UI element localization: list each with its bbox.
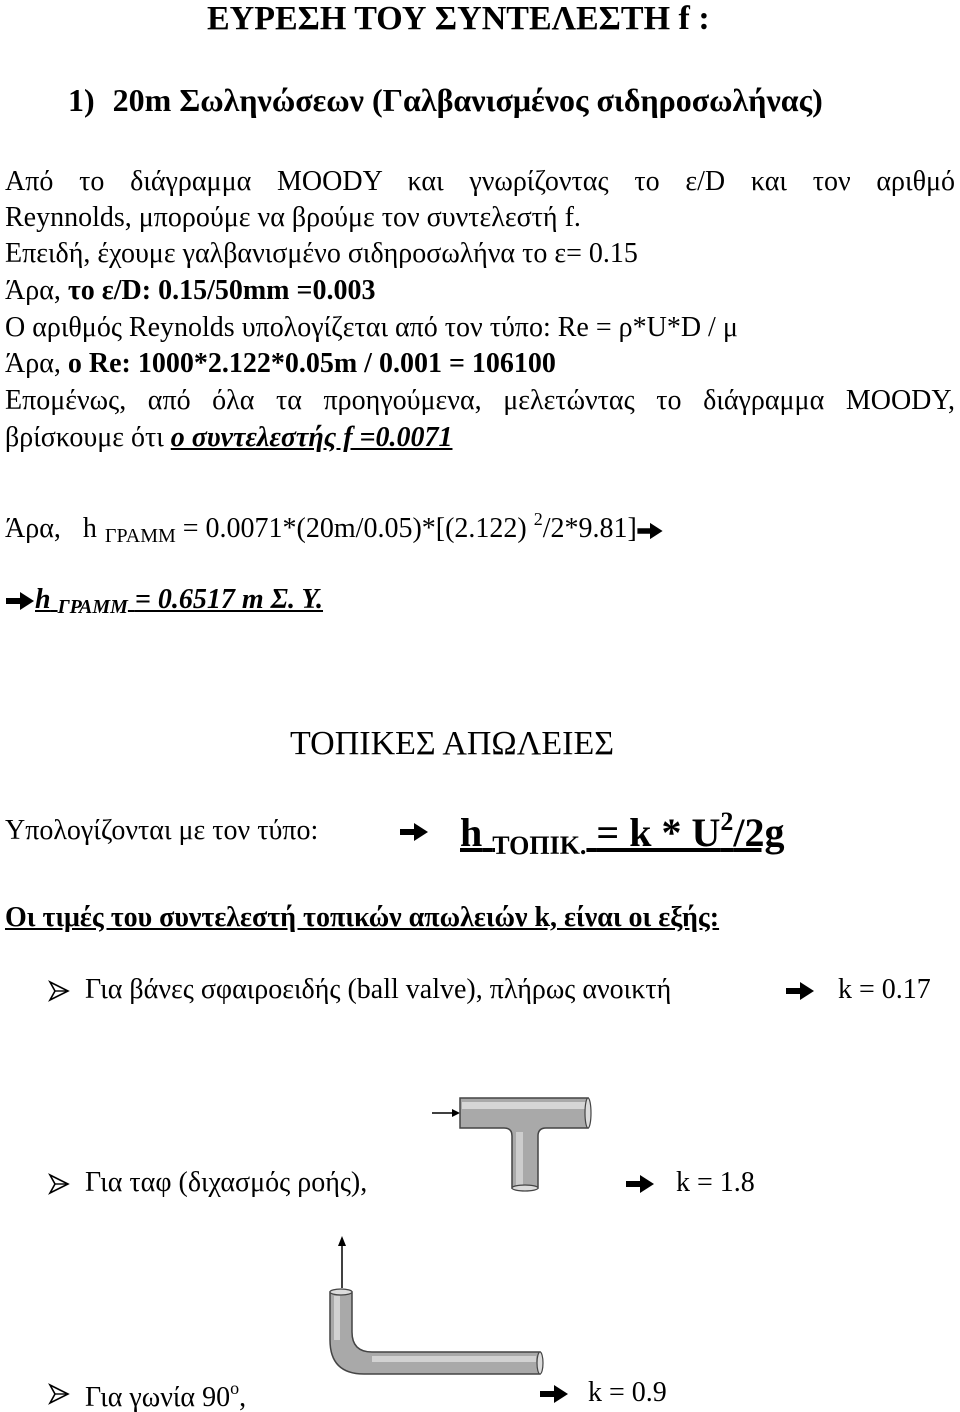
- coefficients-heading: Οι τιμές του συντελεστή τοπικών απωλειών k, είναι οι εξής:: [5, 902, 720, 933]
- list-item-k-value: k = 0.17: [838, 974, 931, 1005]
- head-loss-equation: [5, 510, 663, 546]
- head-loss-value: = 0.6517 m Σ. Υ.: [134, 584, 324, 615]
- head-loss-subscript: ΓΡΑΜΜ: [57, 596, 128, 618]
- page-title: ΕΥΡΕΣΗ ΤΟΥ ΣΥΝΤΕΛΕΣΤΗ f :: [207, 0, 710, 37]
- arrow-right-icon: [637, 522, 663, 540]
- line-lead: Άρα,: [5, 513, 61, 544]
- formula-end: /2g: [733, 810, 785, 855]
- friction-result-line: [5, 424, 452, 452]
- list-item-k-value: k = 0.9: [588, 1377, 667, 1408]
- head-loss-expression: = 0.0071*(20m/0.05)*[(2.122): [182, 513, 527, 544]
- paragraph-line: Από το διάγραμμα MOODY και γνωρίζοντας το ε/D και τον αριθμό: [5, 166, 955, 197]
- list-item-k-value: k = 1.8: [676, 1167, 755, 1198]
- section-number: 1): [68, 82, 95, 118]
- arrowhead-bullet-icon: [48, 1383, 70, 1405]
- reynolds-formula-line: Ο αριθμός Reynolds υπολογίζεται από τον τύπο: Re = ρ*U*D / μ: [5, 312, 738, 343]
- formula-intro: Υπολογίζονται με τον τύπο:: [5, 815, 319, 846]
- head-loss-result: [35, 584, 324, 618]
- paragraph-line: Επειδή, έχουμε γαλβανισμένο σιδηροσωλήνα το ε= 0.15: [5, 238, 638, 269]
- friction-coefficient-result: ο συντελεστής f =0.0071: [170, 422, 453, 453]
- line-lead: βρίσκουμε ότι: [5, 422, 164, 453]
- list-item-label: Για ταφ (διχασμός ροής),: [85, 1167, 368, 1198]
- formula-subscript: ΤΟΠΙΚ.: [492, 831, 587, 860]
- line-lead: Άρα,: [5, 348, 61, 379]
- flow-arrow: [338, 1236, 346, 1288]
- arrowhead-bullet-icon: [48, 1173, 70, 1195]
- head-loss-result-line: [5, 586, 323, 617]
- section-title: 20m Σωληνώσεων (Γαλβανισμένος σιδηροσωλήνας): [112, 82, 823, 118]
- elbow-fitting-icon: [298, 1234, 544, 1384]
- formula-exponent: 2: [720, 807, 734, 836]
- elbow-label-end: ,: [239, 1382, 247, 1412]
- list-item-label: [85, 1379, 246, 1412]
- flow-arrow: [432, 1109, 460, 1117]
- paragraph-line: Επομένως, από όλα τα προηγούμενα, μελετώντας το διάγραμμα MOODY,: [5, 385, 955, 416]
- formula-middle: = k * U: [596, 810, 721, 855]
- line-lead: Άρα,: [5, 275, 61, 306]
- formula-symbol: h: [460, 810, 483, 855]
- reynolds-value: ο Re: 1000*2.122*0.05m / 0.001 = 106100: [67, 348, 556, 379]
- head-loss-expression-end: /2*9.81]: [542, 513, 637, 544]
- arrow-right-icon: [400, 822, 428, 842]
- arrow-right-icon: [5, 591, 35, 611]
- head-loss-symbol: h: [82, 513, 97, 544]
- local-loss-formula: [460, 809, 784, 859]
- head-loss-subscript: ΓΡΑΜΜ: [104, 525, 176, 547]
- local-losses-heading: ΤΟΠΙΚΕΣ ΑΠΩΛΕΙΕΣ: [290, 725, 614, 762]
- tee-fitting-icon: [432, 1086, 594, 1194]
- list-item-label: Για βάνες σφαιροειδής (ball valve), πλήρως ανοικτή: [85, 974, 672, 1005]
- velocity-exponent: 2: [533, 509, 543, 529]
- elbow-label: Για γωνία 90: [85, 1382, 231, 1412]
- head-loss-symbol: h: [35, 584, 51, 615]
- arrow-right-icon: [786, 981, 814, 1001]
- arrow-right-icon: [540, 1384, 568, 1404]
- section-heading: [68, 84, 823, 116]
- arrow-right-icon: [626, 1174, 654, 1194]
- paragraph-line: Reynnolds, μπορούμε να βρούμε τον συντελεστή f.: [5, 202, 581, 233]
- arrowhead-bullet-icon: [48, 980, 70, 1002]
- roughness-ratio-value: το ε/D: 0.15/50mm =0.003: [67, 275, 376, 306]
- roughness-ratio-line: [5, 277, 375, 305]
- degree-superscript: ο: [230, 1378, 240, 1398]
- reynolds-value-line: [5, 350, 556, 378]
